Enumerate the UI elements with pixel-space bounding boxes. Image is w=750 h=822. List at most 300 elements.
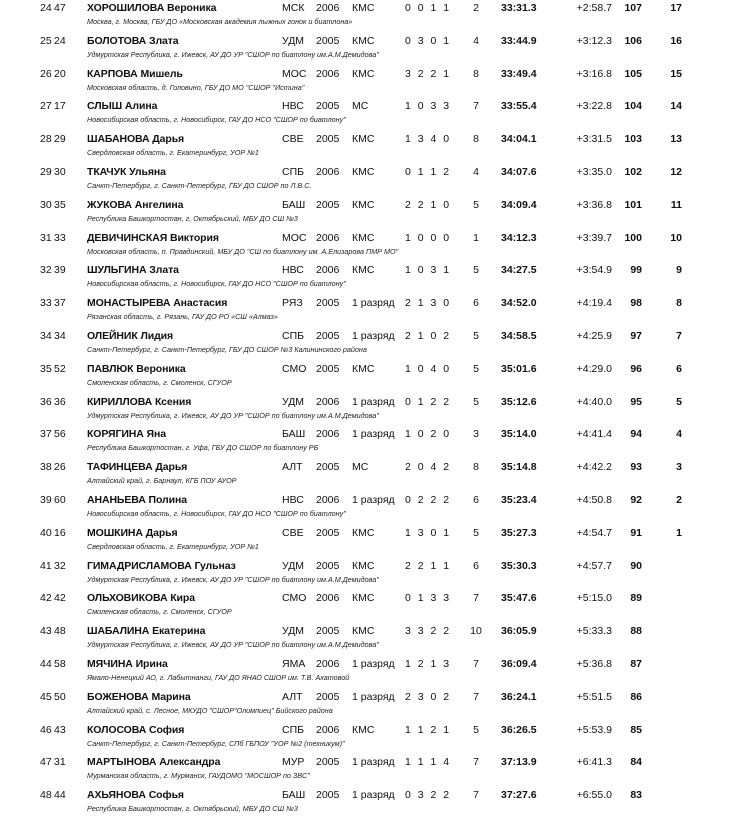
shooting-misses: 0 1 3 3 — [405, 592, 452, 605]
place-cell: 28 — [40, 133, 52, 146]
time-behind: +2:58.7 — [576, 2, 612, 14]
penalty-total: 8 — [473, 133, 479, 146]
place-cell: 24 — [40, 2, 52, 14]
bib-cell: 50 — [54, 690, 66, 703]
athlete-name: ТКАЧУК Ульяна — [87, 165, 166, 178]
athlete-name: КИРИЛЛОВА Ксения — [87, 395, 192, 408]
club-affiliation: Санкт-Петербург, г. Санкт-Петербург, ГБУ ДО СШОР по Л.В.С. — [87, 180, 312, 190]
athlete-name: МОНАСТЫРЕВА Анастасия — [87, 297, 228, 310]
athlete-name: АНАНЬЕВА Полина — [87, 493, 187, 506]
club-affiliation: Алтайский край, г. Барнаул, КГБ ПОУ АУОР — [87, 476, 237, 486]
athlete-name: МАРТЫНОВА Александра — [87, 756, 221, 769]
table-row — [0, 66, 750, 99]
ranking-points: 90 — [630, 559, 642, 572]
table-row — [0, 328, 750, 361]
region-code: СМО — [282, 592, 307, 605]
shooting-misses: 1 0 3 1 — [405, 264, 452, 277]
cup-points: 12 — [670, 165, 682, 178]
ranking-points: 86 — [630, 690, 642, 703]
place-cell: 47 — [40, 756, 52, 769]
table-row — [0, 623, 750, 656]
table-row — [0, 33, 750, 66]
region-code: НВС — [282, 264, 304, 277]
bib-cell: 36 — [54, 395, 66, 408]
region-code: УДМ — [282, 395, 305, 408]
ranking-points: 103 — [624, 133, 642, 146]
cup-points: 10 — [670, 231, 682, 244]
shooting-misses: 2 1 0 2 — [405, 329, 452, 342]
time-behind: +3:31.5 — [576, 133, 612, 146]
penalty-total: 8 — [473, 67, 479, 80]
cup-points: 14 — [670, 100, 682, 113]
ranking-points: 95 — [630, 395, 642, 408]
place-cell: 35 — [40, 362, 52, 375]
penalty-total: 5 — [473, 526, 479, 539]
penalty-total: 3 — [473, 428, 479, 441]
club-affiliation: Свердловская область, г. Екатеринбург, УОР №1 — [87, 541, 259, 551]
ranking-points: 102 — [624, 165, 642, 178]
place-cell: 43 — [40, 625, 52, 638]
cup-points: 17 — [670, 2, 682, 14]
shooting-misses: 0 1 1 2 — [405, 165, 452, 178]
finish-time: 35:14.0 — [501, 428, 537, 441]
birth-year: 2005 — [316, 625, 340, 638]
sport-rank: КМС — [352, 526, 375, 539]
shooting-misses: 1 0 3 3 — [405, 100, 452, 113]
bib-cell: 34 — [54, 329, 66, 342]
shooting-misses: 1 3 4 0 — [405, 133, 452, 146]
sport-rank: КМС — [352, 133, 375, 146]
bib-cell: 48 — [54, 625, 66, 638]
table-row — [0, 361, 750, 394]
table-row — [0, 754, 750, 787]
athlete-name: ЖУКОВА Ангелина — [87, 198, 184, 211]
birth-year: 2006 — [316, 165, 340, 178]
penalty-total: 7 — [473, 100, 479, 113]
birth-year: 2005 — [316, 756, 340, 769]
ranking-points: 94 — [630, 428, 642, 441]
region-code: АЛТ — [282, 461, 303, 474]
birth-year: 2005 — [316, 526, 340, 539]
time-behind: +3:12.3 — [576, 34, 612, 47]
ranking-points: 101 — [624, 198, 642, 211]
ranking-points: 106 — [624, 34, 642, 47]
sport-rank: 1 разряд — [352, 690, 395, 703]
birth-year: 2005 — [316, 461, 340, 474]
finish-time: 33:55.4 — [501, 100, 537, 113]
cup-points: 15 — [670, 67, 682, 80]
time-behind: +4:25.9 — [576, 329, 612, 342]
finish-time: 34:04.1 — [501, 133, 537, 146]
bib-cell: 56 — [54, 428, 66, 441]
time-behind: +5:51.5 — [576, 690, 612, 703]
birth-year: 2005 — [316, 789, 340, 802]
finish-time: 35:30.3 — [501, 559, 537, 572]
table-row — [0, 492, 750, 525]
region-code: БАШ — [282, 789, 306, 802]
shooting-misses: 2 3 0 2 — [405, 690, 452, 703]
time-behind: +5:15.0 — [576, 592, 612, 605]
bib-cell: 17 — [54, 100, 66, 113]
penalty-total: 10 — [470, 625, 482, 638]
penalty-total: 5 — [473, 362, 479, 375]
table-row — [0, 230, 750, 263]
club-affiliation: Удмуртская Республика, г. Ижевск, АУ ДО УР "СШОР по биатлону им.А.М.Демидова" — [87, 49, 379, 59]
penalty-total: 5 — [473, 395, 479, 408]
ranking-points: 92 — [630, 493, 642, 506]
region-code: УДМ — [282, 625, 305, 638]
club-affiliation: Алтайский край, с. Лесное, МКУДО "СШОР"Олимпиец" Бийского района — [87, 705, 333, 715]
penalty-total: 6 — [473, 493, 479, 506]
bib-cell: 20 — [54, 67, 66, 80]
shooting-misses: 2 2 1 1 — [405, 559, 452, 572]
ranking-points: 84 — [630, 756, 642, 769]
table-row — [0, 459, 750, 492]
sport-rank: КМС — [352, 198, 375, 211]
place-cell: 31 — [40, 231, 52, 244]
bib-cell: 60 — [54, 493, 66, 506]
penalty-total: 7 — [473, 592, 479, 605]
place-cell: 46 — [40, 723, 52, 736]
athlete-name: МОШКИНА Дарья — [87, 526, 178, 539]
sport-rank: 1 разряд — [352, 428, 395, 441]
bib-cell: 24 — [54, 34, 66, 47]
athlete-name: ОЛЬХОВИКОВА Кира — [87, 592, 195, 605]
sport-rank: МС — [352, 461, 369, 474]
shooting-misses: 1 1 1 4 — [405, 756, 452, 769]
time-behind: +4:19.4 — [576, 297, 612, 310]
time-behind: +6:55.0 — [576, 789, 612, 802]
bib-cell: 39 — [54, 264, 66, 277]
finish-time: 35:12.6 — [501, 395, 537, 408]
place-cell: 32 — [40, 264, 52, 277]
bib-cell: 43 — [54, 723, 66, 736]
sport-rank: 1 разряд — [352, 493, 395, 506]
shooting-misses: 0 3 2 2 — [405, 789, 452, 802]
cup-points: 11 — [670, 198, 682, 211]
region-code: УДМ — [282, 34, 305, 47]
region-code: НВС — [282, 493, 304, 506]
finish-time: 36:26.5 — [501, 723, 537, 736]
cup-points: 3 — [676, 461, 682, 474]
penalty-total: 7 — [473, 789, 479, 802]
region-code: АЛТ — [282, 690, 303, 703]
region-code: МСК — [282, 2, 305, 14]
penalty-total: 7 — [473, 756, 479, 769]
ranking-points: 99 — [630, 264, 642, 277]
sport-rank: 1 разряд — [352, 395, 395, 408]
region-code: СПБ — [282, 329, 305, 342]
sport-rank: 1 разряд — [352, 657, 395, 670]
shooting-misses: 2 2 1 0 — [405, 198, 452, 211]
sport-rank: КМС — [352, 723, 375, 736]
finish-time: 33:31.3 — [501, 2, 537, 14]
time-behind: +4:29.0 — [576, 362, 612, 375]
club-affiliation: Новосибирская область, г. Новосибирск, ГАУ ДО НСО "СШОР по биатлону" — [87, 508, 346, 518]
sport-rank: 1 разряд — [352, 789, 395, 802]
club-affiliation: Санкт-Петербург, г. Санкт-Петербург, ГБУ ДО СШОР №3 Калининского района — [87, 344, 367, 354]
bib-cell: 33 — [54, 231, 66, 244]
place-cell: 38 — [40, 461, 52, 474]
time-behind: +3:35.0 — [576, 165, 612, 178]
shooting-misses: 1 0 2 0 — [405, 428, 452, 441]
place-cell: 40 — [40, 526, 52, 539]
club-affiliation: Республика Башкортостан, г. Октябрьский, МБУ ДО СШ №3 — [87, 804, 298, 814]
region-code: МУР — [282, 756, 305, 769]
ranking-points: 96 — [630, 362, 642, 375]
bib-cell: 31 — [54, 756, 66, 769]
cup-points: 6 — [676, 362, 682, 375]
time-behind: +3:39.7 — [576, 231, 612, 244]
birth-year: 2005 — [316, 362, 340, 375]
birth-year: 2006 — [316, 231, 340, 244]
place-cell: 26 — [40, 67, 52, 80]
penalty-total: 6 — [473, 297, 479, 310]
shooting-misses: 0 3 0 1 — [405, 34, 452, 47]
table-row — [0, 98, 750, 131]
athlete-name: ТАФИНЦЕВА Дарья — [87, 461, 188, 474]
place-cell: 45 — [40, 690, 52, 703]
sport-rank: КМС — [352, 264, 375, 277]
bib-cell: 44 — [54, 789, 66, 802]
sport-rank: КМС — [352, 559, 375, 572]
sport-rank: КМС — [352, 231, 375, 244]
sport-rank: КМС — [352, 625, 375, 638]
place-cell: 39 — [40, 493, 52, 506]
club-affiliation: Москва, г. Москва, ГБУ ДО «Московская академия лыжных гонок и биатлона» — [87, 17, 353, 26]
region-code: МОС — [282, 231, 307, 244]
finish-time: 34:09.4 — [501, 198, 537, 211]
time-behind: +4:40.0 — [576, 395, 612, 408]
shooting-misses: 2 0 4 2 — [405, 461, 452, 474]
club-affiliation: Удмуртская Республика, г. Ижевск, АУ ДО УР "СШОР по биатлону им.А.М.Демидова" — [87, 640, 379, 650]
birth-year: 2005 — [316, 690, 340, 703]
table-row — [0, 295, 750, 328]
sport-rank: КМС — [352, 362, 375, 375]
club-affiliation: Удмуртская Республика, г. Ижевск, АУ ДО УР "СШОР по биатлону им.А.М.Демидова" — [87, 574, 379, 584]
penalty-total: 6 — [473, 559, 479, 572]
penalty-total: 7 — [473, 657, 479, 670]
region-code: ЯМА — [282, 657, 306, 670]
time-behind: +3:16.8 — [576, 67, 612, 80]
club-affiliation: Республика Башкортостан, г. Уфа, ГБУ ДО СШОР по биатлону РБ — [87, 443, 319, 453]
sport-rank: 1 разряд — [352, 297, 395, 310]
shooting-misses: 1 1 2 1 — [405, 723, 452, 736]
birth-year: 2005 — [316, 100, 340, 113]
club-affiliation: Санкт-Петербург, г. Санкт-Петербург, СПб ГБПОУ "УОР №2 (техникум)" — [87, 738, 345, 748]
finish-time: 33:44.9 — [501, 34, 537, 47]
cup-points: 5 — [676, 395, 682, 408]
birth-year: 2006 — [316, 395, 340, 408]
penalty-total: 5 — [473, 329, 479, 342]
table-row — [0, 197, 750, 230]
athlete-name: ХОРОШИЛОВА Вероника — [87, 2, 217, 14]
shooting-misses: 1 3 0 1 — [405, 526, 452, 539]
bib-cell: 37 — [54, 297, 66, 310]
bib-cell: 47 — [54, 2, 66, 14]
penalty-total: 5 — [473, 264, 479, 277]
sport-rank: КМС — [352, 2, 375, 14]
table-row — [0, 525, 750, 558]
shooting-misses: 1 0 4 0 — [405, 362, 452, 375]
athlete-name: ШУЛЬГИНА Злата — [87, 264, 179, 277]
penalty-total: 5 — [473, 198, 479, 211]
place-cell: 34 — [40, 329, 52, 342]
penalty-total: 7 — [473, 690, 479, 703]
cup-points: 9 — [676, 264, 682, 277]
finish-time: 35:14.8 — [501, 461, 537, 474]
sport-rank: МС — [352, 100, 369, 113]
sport-rank: КМС — [352, 34, 375, 47]
cup-points: 1 — [676, 526, 682, 539]
cup-points: 4 — [676, 428, 682, 441]
penalty-total: 4 — [473, 34, 479, 47]
birth-year: 2005 — [316, 297, 340, 310]
club-affiliation: Свердловская область, г. Екатеринбург, УОР №1 — [87, 148, 259, 158]
place-cell: 41 — [40, 559, 52, 572]
table-row — [0, 262, 750, 295]
shooting-misses: 0 1 2 2 — [405, 395, 452, 408]
athlete-name: БОЛОТОВА Злата — [87, 34, 179, 47]
sport-rank: КМС — [352, 165, 375, 178]
finish-time: 34:52.0 — [501, 297, 537, 310]
finish-time: 36:05.9 — [501, 625, 537, 638]
finish-time: 35:23.4 — [501, 493, 537, 506]
bib-cell: 30 — [54, 165, 66, 178]
region-code: СВЕ — [282, 526, 304, 539]
bib-cell: 29 — [54, 133, 66, 146]
birth-year: 2005 — [316, 34, 340, 47]
club-affiliation: Мурманская область, г. Мурманск, ГАУДОМО "МОСШОР по ЗВС" — [87, 771, 310, 781]
time-behind: +5:53.9 — [576, 723, 612, 736]
bib-cell: 58 — [54, 657, 66, 670]
penalty-total: 8 — [473, 461, 479, 474]
table-row — [0, 787, 750, 820]
ranking-points: 91 — [630, 526, 642, 539]
time-behind: +6:41.3 — [576, 756, 612, 769]
finish-time: 35:47.6 — [501, 592, 537, 605]
place-cell: 29 — [40, 165, 52, 178]
birth-year: 2006 — [316, 657, 340, 670]
place-cell: 37 — [40, 428, 52, 441]
finish-time: 37:13.9 — [501, 756, 537, 769]
place-cell: 27 — [40, 100, 52, 113]
athlete-name: МЯЧИНА Ирина — [87, 657, 168, 670]
bib-cell: 52 — [54, 362, 66, 375]
birth-year: 2005 — [316, 329, 340, 342]
club-affiliation: Московская область, д. Головино, ГБУ ДО МО "СШОР "Истина" — [87, 82, 305, 92]
ranking-points: 107 — [624, 2, 642, 14]
time-behind: +3:36.8 — [576, 198, 612, 211]
table-row — [0, 689, 750, 722]
place-cell: 30 — [40, 198, 52, 211]
ranking-points: 100 — [624, 231, 642, 244]
ranking-points: 89 — [630, 592, 642, 605]
region-code: УДМ — [282, 559, 305, 572]
region-code: СМО — [282, 362, 307, 375]
athlete-name: ШАБАНОВА Дарья — [87, 133, 185, 146]
table-row — [0, 426, 750, 459]
birth-year: 2005 — [316, 133, 340, 146]
athlete-name: КОРЯГИНА Яна — [87, 428, 166, 441]
sport-rank: 1 разряд — [352, 756, 395, 769]
time-behind: +3:54.9 — [576, 264, 612, 277]
finish-time: 35:01.6 — [501, 362, 537, 375]
table-row — [0, 722, 750, 755]
athlete-name: ДЕВИЧИНСКАЯ Виктория — [87, 231, 219, 244]
club-affiliation: Ямало-Ненецкий АО, г. Лабытнанги, ГАУ ДО ЯНАО СШОР им. Т.В. Ахатовой — [87, 672, 350, 682]
birth-year: 2006 — [316, 493, 340, 506]
region-code: НВС — [282, 100, 304, 113]
sport-rank: КМС — [352, 592, 375, 605]
ranking-points: 98 — [630, 297, 642, 310]
shooting-misses: 0 0 1 1 — [405, 2, 452, 14]
region-code: МОС — [282, 67, 307, 80]
club-affiliation: Удмуртская Республика, г. Ижевск, АУ ДО УР "СШОР по биатлону им.А.М.Демидова" — [87, 410, 379, 420]
bib-cell: 32 — [54, 559, 66, 572]
cup-points: 7 — [676, 329, 682, 342]
birth-year: 2006 — [316, 592, 340, 605]
birth-year: 2005 — [316, 559, 340, 572]
finish-time: 34:58.5 — [501, 329, 537, 342]
finish-time: 36:24.1 — [501, 690, 537, 703]
athlete-name: ШАБАЛИНА Екатерина — [87, 625, 206, 638]
finish-time: 34:27.5 — [501, 264, 537, 277]
place-cell: 42 — [40, 592, 52, 605]
region-code: БАШ — [282, 198, 306, 211]
cup-points: 8 — [676, 297, 682, 310]
athlete-name: ОЛЕЙНИК Лидия — [87, 329, 174, 342]
club-affiliation: Республика Башкортостан, г. Октябрьский, МБУ ДО СШ №3 — [87, 213, 298, 223]
club-affiliation: Новосибирская область, г. Новосибирск, ГАУ ДО НСО "СШОР по биатлону" — [87, 279, 346, 289]
ranking-points: 97 — [630, 329, 642, 342]
time-behind: +5:33.3 — [576, 625, 612, 638]
birth-year: 2006 — [316, 2, 340, 14]
birth-year: 2006 — [316, 264, 340, 277]
table-row — [0, 164, 750, 197]
athlete-name: ПАВЛЮК Вероника — [87, 362, 186, 375]
finish-time: 37:27.6 — [501, 789, 537, 802]
table-row — [0, 0, 750, 33]
athlete-name: КАРПОВА Мишель — [87, 67, 183, 80]
region-code: СПБ — [282, 723, 305, 736]
shooting-misses: 3 2 2 1 — [405, 67, 452, 80]
shooting-misses: 2 1 3 0 — [405, 297, 452, 310]
athlete-name: ГИМАДРИСЛАМОВА Гульназ — [87, 559, 236, 572]
shooting-misses: 3 3 2 2 — [405, 625, 452, 638]
finish-time: 34:12.3 — [501, 231, 537, 244]
club-affiliation: Смоленская область, г. Смоленск, СГУОР — [87, 377, 232, 387]
club-affiliation: Новосибирская область, г. Новосибирск, ГАУ ДО НСО "СШОР по биатлону" — [87, 115, 346, 125]
place-cell: 36 — [40, 395, 52, 408]
table-row — [0, 656, 750, 689]
birth-year: 2006 — [316, 428, 340, 441]
place-cell: 25 — [40, 34, 52, 47]
ranking-points: 83 — [630, 789, 642, 802]
table-row — [0, 590, 750, 623]
athlete-name: КОЛОСОВА София — [87, 723, 185, 736]
finish-time: 33:49.4 — [501, 67, 537, 80]
ranking-points: 93 — [630, 461, 642, 474]
region-code: БАШ — [282, 428, 306, 441]
athlete-name: БОЖЕНОВА Марина — [87, 690, 191, 703]
cup-points: 13 — [670, 133, 682, 146]
time-behind: +4:42.2 — [576, 461, 612, 474]
athlete-name: АХЬЯНОВА Софья — [87, 789, 184, 802]
bib-cell: 35 — [54, 198, 66, 211]
shooting-misses: 0 2 2 2 — [405, 493, 452, 506]
finish-time: 34:07.6 — [501, 165, 537, 178]
